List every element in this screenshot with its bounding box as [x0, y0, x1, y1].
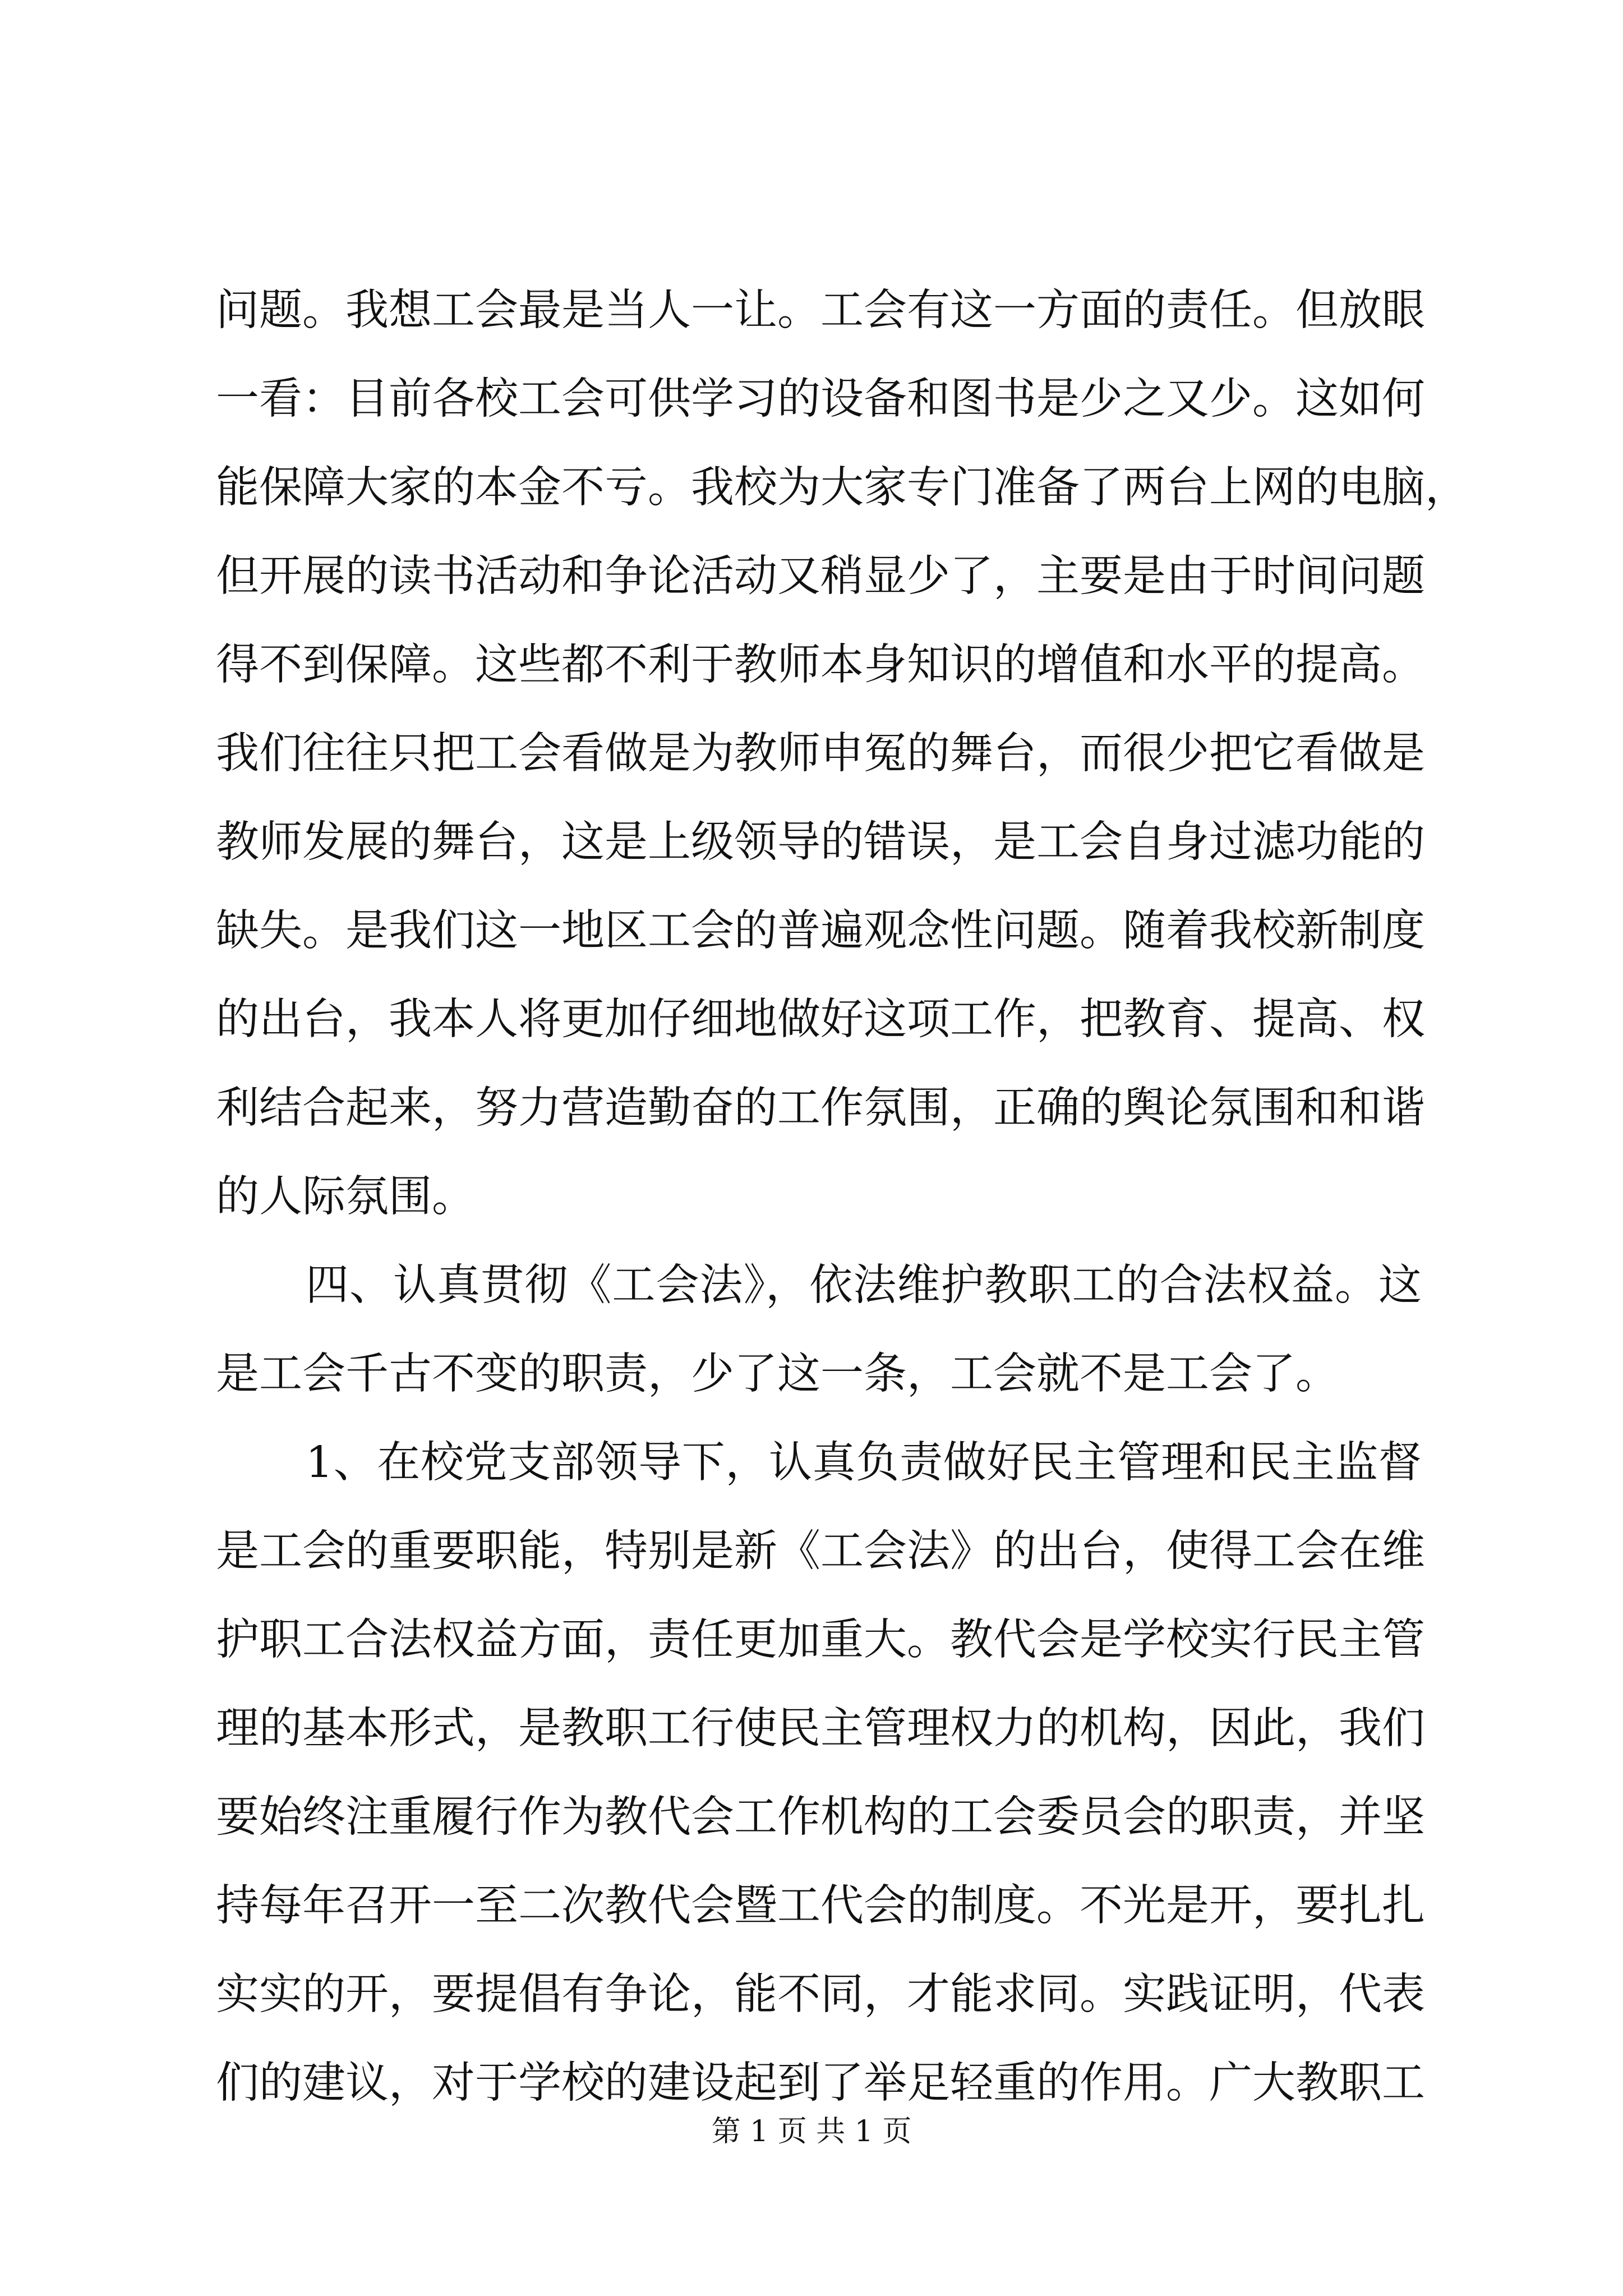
page-number: 第 1 页 共 1 页: [711, 2115, 912, 2148]
text-line: 缺失。是我们这一地区工会的普遍观念性问题。随着我校新制度: [216, 906, 1425, 956]
text-line: 一看：目前各校工会可供学习的设备和图书是少之又少。这如何: [216, 374, 1425, 424]
document-body: [216, 266, 1468, 2128]
text-line: 问题。我想工会最是当人一让。工会有这一方面的责任。但放眼: [216, 286, 1425, 335]
text-line: 得不到保障。这些都不利于教师本身知识的增值和水平的提高。: [216, 640, 1425, 690]
text-line: 是工会的重要职能，特别是新《工会法》的出台，使得工会在维: [216, 1526, 1425, 1576]
text-line: 们的建议，对于学校的建设起到了举足轻重的作用。广大教职工: [216, 2058, 1425, 2108]
text-line: 理的基本形式，是教职工行使民主管理权力的机构，因此，我们: [216, 1704, 1425, 1754]
text-line: 的出台，我本人将更加仔细地做好这项工作，把教育、提高、权: [216, 995, 1425, 1045]
page-footer: [0, 2112, 1623, 2151]
section-heading-line: 四、认真贯彻《工会法》，依法维护教职工的合法权益。这: [306, 1260, 1422, 1310]
text-line: 教师发展的舞台，这是上级领导的错误，是工会自身过滤功能的: [216, 817, 1425, 867]
text-line: 要始终注重履行作为教代会工作机构的工会委员会的职责，并坚: [216, 1792, 1425, 1842]
list-item-line: 1、在校党支部领导下，认真负责做好民主管理和民主监督: [306, 1438, 1422, 1488]
text-line: 能保障大家的本金不亏。我校为大家专门准备了两台上网的电脑，: [216, 463, 1468, 513]
text-line: 我们往往只把工会看做是为教师申冤的舞台，而很少把它看做是: [216, 729, 1425, 779]
text-line: 护职工合法权益方面，责任更加重大。教代会是学校实行民主管: [216, 1615, 1425, 1665]
text-line: 的人际氛围。: [216, 1172, 475, 1222]
text-line: 利结合起来，努力营造勤奋的工作氛围，正确的舆论氛围和和谐: [216, 1083, 1425, 1133]
text-line: 但开展的读书活动和争论活动又稍显少了，主要是由于时间问题: [216, 551, 1425, 601]
text-line: 实实的开，要提倡有争论，能不同，才能求同。实践证明，代表: [216, 1970, 1425, 2019]
text-line: 是工会千古不变的职责，少了这一条，工会就不是工会了。: [216, 1349, 1339, 1399]
text-line: 持每年召开一至二次教代会暨工代会的制度。不光是开，要扎扎: [216, 1881, 1425, 1931]
